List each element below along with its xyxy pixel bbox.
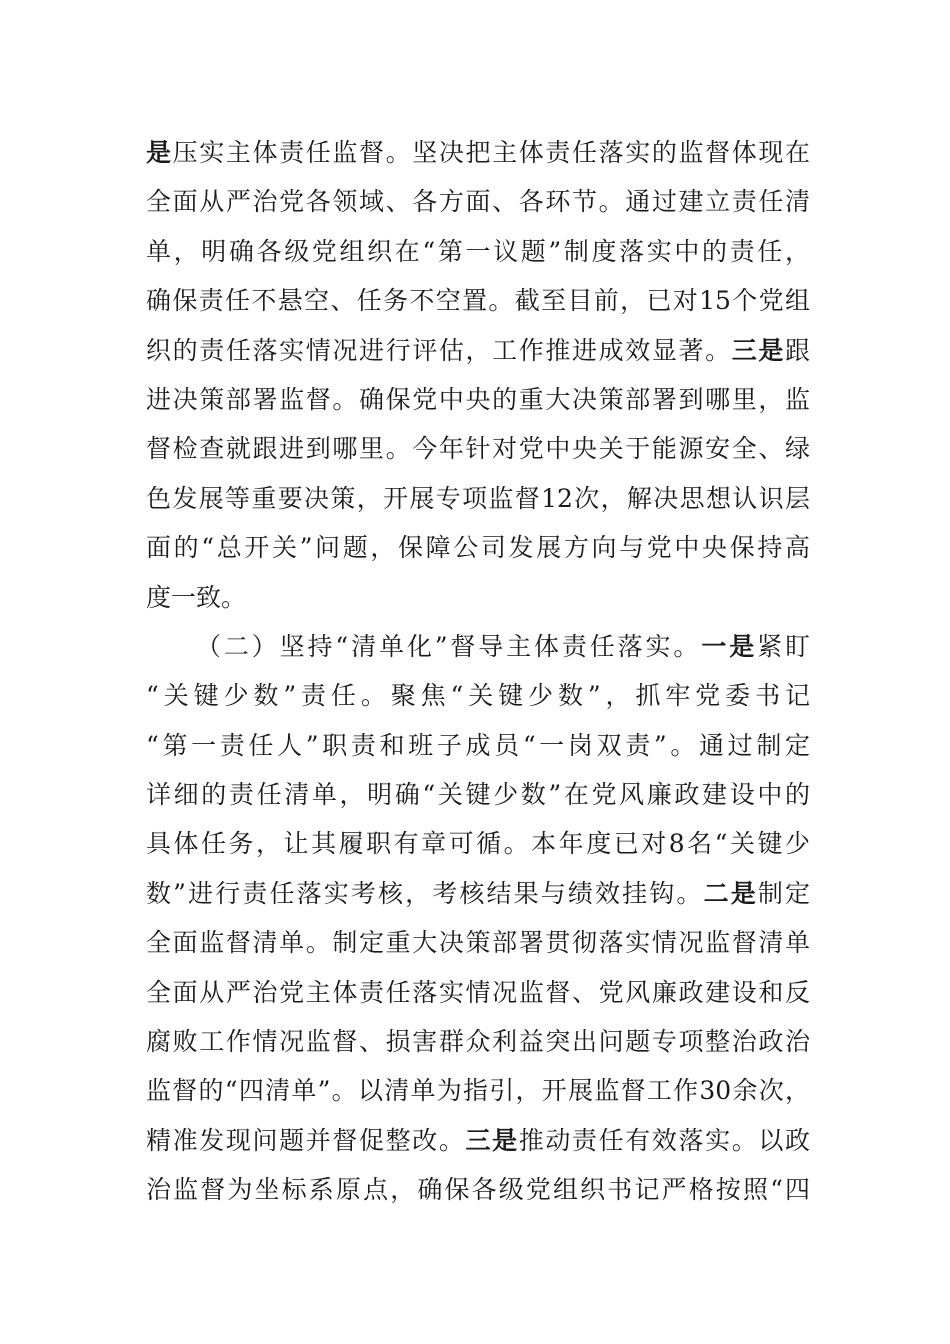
text-run: 精准发现问题并督促整改。 [146,1125,466,1155]
bold-lead-word: 是 [146,138,173,167]
text-line [146,177,810,226]
text-run: 度一致。 [146,582,247,612]
text-run: 单，明确各级党组织在“第一议题”制度落实中的责任， [146,236,810,266]
text-run: 详细的责任清单，明确“关键少数”在党风廉政建设中的 [146,780,810,810]
text-run: 色发展等重要决策，开展专项监督12次，解决思想认识层 [146,483,810,513]
text-line [146,1017,810,1066]
text-line [146,128,810,177]
text-run: 面的“总开关”问题，保障公司发展方向与党中央保持高 [146,533,810,563]
text-run: （二）坚持“清单化”督导主体责任落实。 [196,631,702,661]
paragraph-end-line [146,573,810,622]
text-line [146,671,810,720]
text-run: 织的责任落实情况进行评估，工作推进成效显著。 [146,335,732,365]
text-line [146,918,810,967]
text-line [146,770,810,819]
bold-lead-word: 三是 [465,1125,519,1155]
text-line [146,424,810,473]
text-run: 压实主体责任监督。坚决把主体责任落实的监督体现在 [172,138,810,167]
text-run: “第一责任人”职责和班子成员“一岗双责”。通过制定 [146,730,810,760]
bold-lead-word: 三是 [731,335,785,365]
bold-lead-word: 一是 [701,631,758,661]
text-run: 督检查就跟进到哪里。今年针对党中央关于能源安全、绿 [146,434,810,464]
bold-lead-word: 二是 [703,878,758,908]
text-run: 全面从严治党各领域、各方面、各环节。通过建立责任清 [146,187,810,217]
text-run: “关键少数”责任。聚焦“关键少数”，抓牢党委书记 [146,681,810,711]
text-line [146,819,810,868]
text-line [146,326,810,375]
text-line [146,869,810,918]
text-run: 监督的“四清单”。以清单为指引，开展监督工作30余次， [146,1076,810,1106]
text-run: 具体任务，让其履职有章可循。本年度已对8名“关键少 [146,829,810,859]
text-run: 确保责任不悬空、任务不空置。截至目前，已对15个党组 [146,286,810,316]
text-line [146,1066,810,1115]
paragraph-start-line [146,622,810,671]
text-run: 跟 [784,335,810,365]
text-line [146,968,810,1017]
text-run: 推动责任有效落实。以政 [518,1125,810,1155]
text-run: 治监督为坐标系原点，确保各级党组织书记严格按照“四 [146,1175,810,1205]
text-line [146,523,810,572]
text-line [146,375,810,424]
text-line [146,721,810,770]
text-run: 全面监督清单。制定重大决策部署贯彻落实情况监督清单 [146,928,810,958]
text-line [146,1116,810,1165]
text-run: 全面从严治党主体责任落实情况监督、党风廉政建设和反 [146,977,810,1007]
body-text [146,128,810,1215]
text-run: 紧盯 [757,631,810,661]
text-run: 制定 [757,878,810,908]
text-run: 腐败工作情况监督、损害群众利益突出问题专项整治政治 [146,1027,810,1057]
text-run: 进决策部署监督。确保党中央的重大决策部署到哪里，监 [146,384,810,414]
text-line [146,474,810,523]
text-run: 数”进行责任落实考核，考核结果与绩效挂钩。 [146,878,704,908]
text-line [146,1165,810,1214]
text-line [146,276,810,325]
text-line [146,227,810,276]
